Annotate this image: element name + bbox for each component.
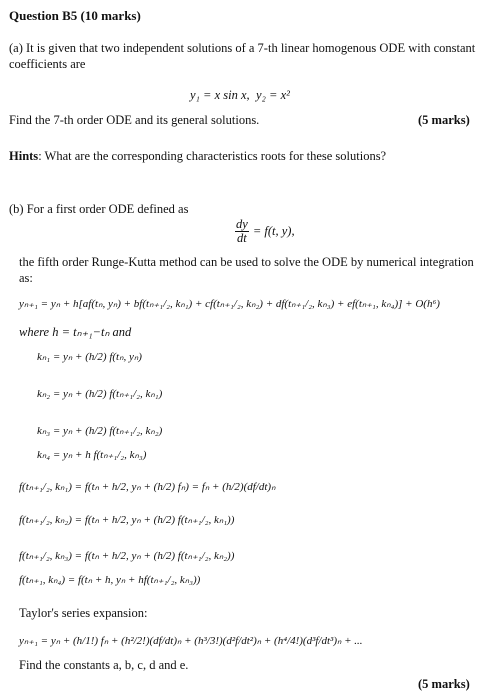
ode-denominator: dt [237, 230, 247, 245]
k3-equation: kₙ₃ = yₙ + (h/2) f(tₙ₊₁/₂, kₙ₂) [37, 425, 163, 437]
question-title: Question B5 (10 marks) [9, 8, 141, 23]
where-clause: where h = tₙ₊₁−tₙ and [19, 325, 132, 339]
f2-equation: f(tₙ₊₁/₂, kₙ₂) = f(tₙ + h/2, yₙ + (h/2) f(tₙ₊₁/₂, kₙ₁)) [19, 514, 235, 526]
hint-label: Hints [9, 149, 39, 163]
part-a-intro: (a) It is given that two independent solutions of a 7-th linear homogenous ODE with constant coefficients are [9, 41, 476, 71]
part-b-marks: (5 marks) [418, 677, 470, 691]
ode-definition [234, 218, 295, 244]
k4-equation: kₙ₄ = yₙ + h f(tₙ₊₁/₂, kₙ₃) [37, 449, 147, 461]
taylor-expansion: yₙ₊₁ = yₙ + (h/1!) fₙ + (h²/2!)(df/dt)ₙ + (h³/3!)(d²f/dt²)ₙ + (h⁴/4!)(d³f/dt³)ₙ + ... [19, 635, 363, 647]
f4-equation: f(tₙ₊₁, kₙ₄) = f(tₙ + h, yₙ + hf(tₙ₊₁/₂, kₙ₃)) [19, 574, 201, 586]
part-b-task: Find the constants a, b, c, d and e. [19, 658, 189, 672]
hint [9, 149, 386, 164]
solution-y1: y₁ = x sin x, [190, 88, 250, 102]
hint-text: : What are the corresponding characteristics roots for these solutions? [38, 149, 387, 163]
k1-equation: kₙ₁ = yₙ + (h/2) f(tₙ, yₙ) [37, 351, 142, 363]
f1-equation: f(tₙ₊₁/₂, kₙ₁) = f(tₙ + h/2, yₙ + (h/2) fₙ) = fₙ + (h/2)(df/dt)ₙ [19, 481, 276, 493]
part-b-intro: (b) For a first order ODE defined as [9, 202, 189, 216]
f3-equation: f(tₙ₊₁/₂, kₙ₃) = f(tₙ + h/2, yₙ + (h/2) f(tₙ₊₁/₂, kₙ₂)) [19, 550, 235, 562]
taylor-label: Taylor's series expansion: [19, 606, 148, 620]
k2-equation: kₙ₂ = yₙ + (h/2) f(tₙ₊₁/₂, kₙ₁) [37, 388, 163, 400]
ode-numerator: dy [236, 217, 248, 231]
ode-rhs: = f(t, y), [252, 223, 295, 238]
part-a-marks: (5 marks) [418, 113, 470, 127]
rk-formula: yₙ₊₁ = yₙ + h[af(tₙ, yₙ) + bf(tₙ₊₁/₂, kₙ₁) + cf(tₙ₊₁/₂, kₙ₂) + df(tₙ₊₁/₂, kₙ₃) + ef(tₙ₊₁, kₙ₄)] + O(h⁶) [19, 298, 440, 310]
solution-y2: y₂ = x² [256, 88, 290, 102]
rk-description: the fifth order Runge-Kutta method can be used to solve the ODE by numerical integration as: [19, 255, 474, 285]
part-a-task: Find the 7-th order ODE and its general solutions. [9, 113, 260, 127]
